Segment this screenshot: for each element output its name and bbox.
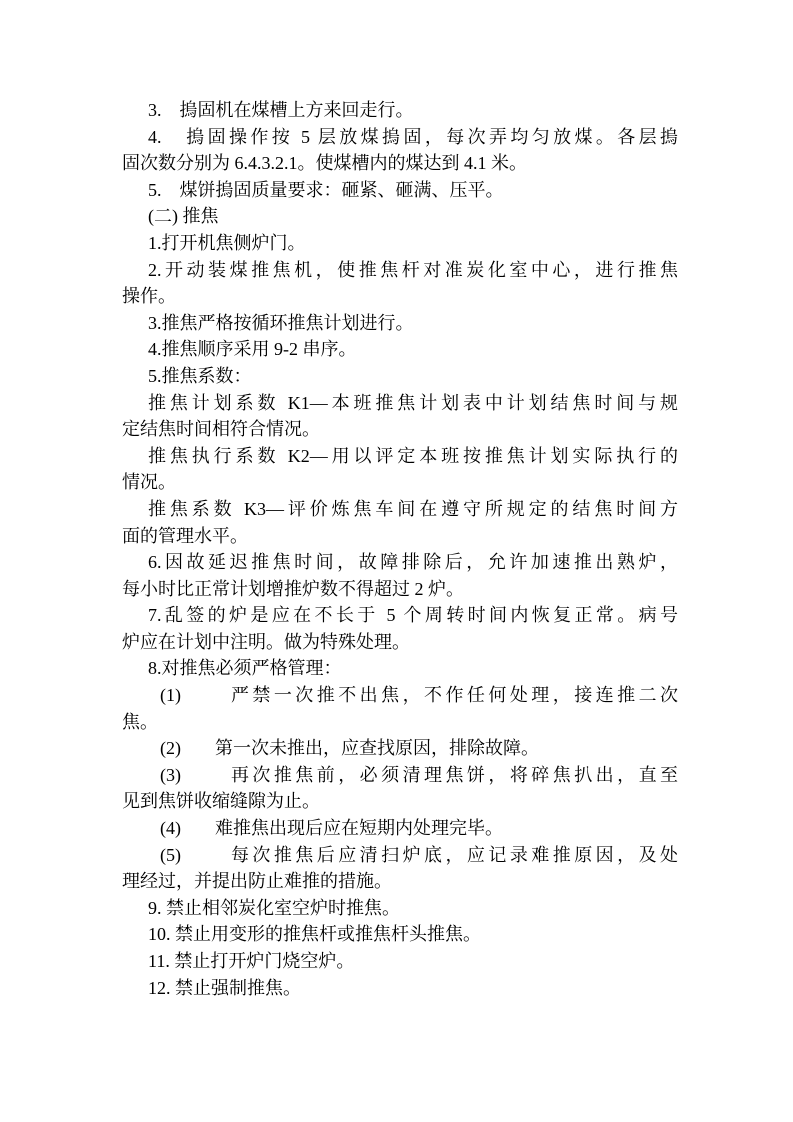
paragraph-line: 炉应在计划中注明。做为特殊处理。: [122, 631, 410, 652]
list-item: [122, 682, 678, 709]
paragraph-line: 推焦计划系数 K1—本班推焦计划表中计划结焦时间与规: [148, 392, 678, 413]
paragraph-line: 情况。: [122, 472, 176, 493]
paragraph-line: 见到焦饼收缩缝隙为止。: [122, 791, 320, 812]
document-page: [122, 97, 678, 1001]
paragraph-line: 6.因故延迟推焦时间，故障排除后，允许加速推出熟炉，: [148, 552, 678, 573]
paragraph-line: 7.乱签的炉是应在不长于 5 个周转时间内恢复正常。病号: [148, 605, 678, 626]
list-item: [122, 762, 678, 789]
paragraph-line: 推焦系数 K3—评价炼焦车间在遵守所规定的结焦时间方: [148, 498, 678, 519]
list-item: [122, 842, 678, 869]
paragraph-line: 9. 禁止相邻炭化室空炉时推焦。: [148, 897, 400, 918]
list-number: (3): [160, 764, 181, 785]
paragraph-line: 4. 摀固操作按 5 层放煤摀固，每次弄均匀放煤。各层摀: [148, 126, 678, 147]
paragraph-line: 5. 煤饼摀固质量要求：砸紧、砸满、压平。: [148, 179, 504, 200]
list-text: 严禁一次推不出焦，不作任何处理，接连推二次: [230, 685, 678, 706]
paragraph-line: 每小时比正常计划增推炉数不得超过 2 炉。: [122, 578, 464, 599]
paragraph-line: 理经过，并提出防止难推的措施。: [122, 871, 392, 892]
paragraph-line: 固次数分别为 6.4.3.2.1。使煤槽内的煤达到 4.1 米。: [122, 153, 527, 174]
paragraph-line: 1.打开机焦侧炉门。: [148, 232, 306, 253]
list-text: 每次推焦后应清扫炉底，应记录难推原因，及处: [230, 844, 678, 865]
paragraph-line: 11. 禁止打开炉门烧空炉。: [148, 951, 355, 971]
paragraph-line: 5.推焦系数：: [148, 365, 252, 386]
paragraph-line: 面的管理水平。: [122, 525, 248, 546]
list-number: (4): [160, 818, 181, 839]
paragraph-line: 推焦执行系数 K2—用以评定本班按推焦计划实际执行的: [148, 445, 678, 466]
paragraph-line: 10. 禁止用变形的推焦杆或推焦杆头推焦。: [148, 924, 481, 945]
paragraph-line: 8.对推焦必须严格管理：: [148, 658, 342, 679]
list-number: (1): [160, 685, 181, 706]
list-text: 再次推焦前，必须清理焦饼，将碎焦扒出，直至: [230, 764, 678, 785]
list-text: 第一次未推出，应查找原因，排除故障。: [215, 738, 539, 759]
list-item: [122, 815, 678, 842]
paragraph-line: 4.推焦顺序采用 9-2 串序。: [148, 339, 357, 360]
section-heading: (二) 推焦: [148, 206, 219, 227]
paragraph-line: 焦。: [122, 711, 158, 732]
list-number: (5): [160, 844, 181, 865]
paragraph-line: 3.推焦严格按循环推焦计划进行。: [148, 312, 414, 333]
list-number: (2): [160, 738, 181, 759]
paragraph-line: 定结焦时间相符合情况。: [122, 419, 320, 440]
paragraph-line: 2.开动装煤推焦机，使推焦杆对准炭化室中心，进行推焦: [148, 259, 678, 280]
paragraph-line: 12. 禁止强制推焦。: [148, 977, 301, 998]
paragraph-line: 操作。: [122, 286, 176, 307]
paragraph-line: 3. 摀固机在煤槽上方来回走行。: [148, 100, 414, 120]
list-item: [122, 735, 678, 762]
list-text: 难推焦出现后应在短期内处理完毕。: [215, 818, 503, 839]
